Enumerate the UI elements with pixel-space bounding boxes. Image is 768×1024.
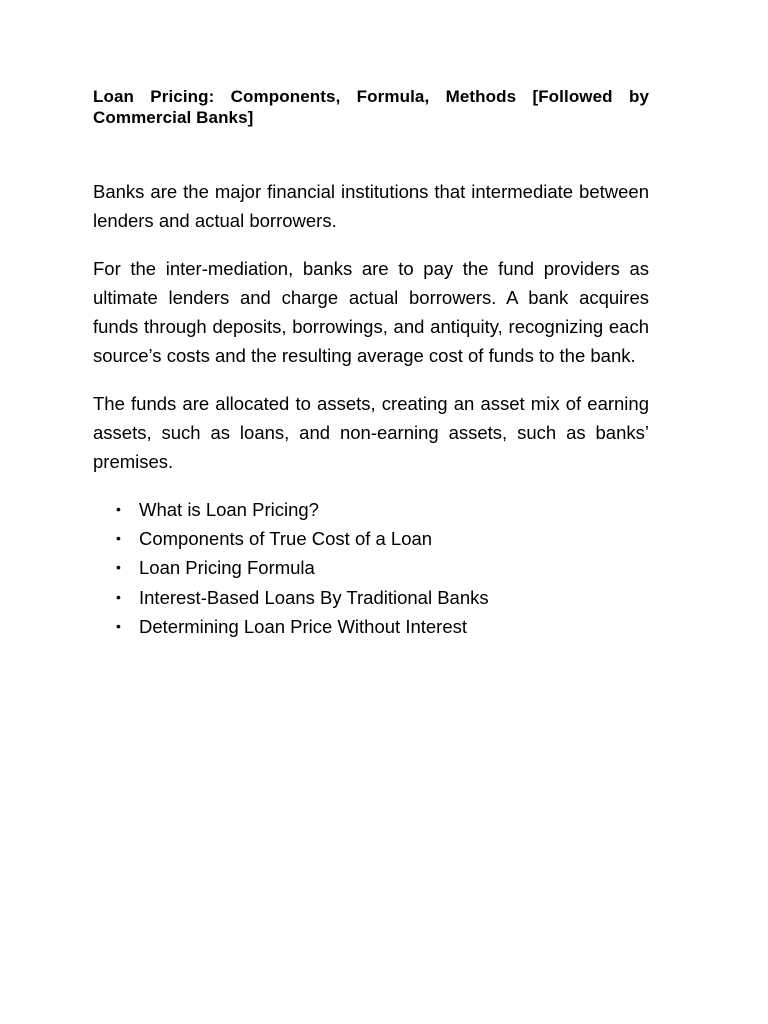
list-item-label: Components of True Cost of a Loan (139, 527, 433, 549)
contents-list (93, 495, 649, 641)
bullet-icon: • (116, 588, 121, 605)
bullet-icon: • (116, 617, 121, 634)
paragraph-funds-allocation: The funds are allocated to assets, creating an asset mix of earning assets, such as loans, and non-earning assets, such as banks’ premises. (93, 392, 649, 473)
list-item (93, 524, 649, 553)
list-item (93, 583, 649, 612)
paragraph-intro: Banks are the major financial institutions that intermediate between lenders and actual borrowers. (93, 181, 649, 232)
list-item-label: Determining Loan Price Without Interest (139, 615, 468, 637)
list-item-label: What is Loan Pricing? (139, 498, 319, 520)
bullet-icon: • (116, 529, 121, 546)
list-item (93, 495, 649, 524)
bullet-icon: • (116, 559, 121, 576)
list-item (93, 612, 649, 641)
paragraph-intermediation: For the inter-mediation, banks are to pay the fund providers as ultimate lenders and charge actual borrowers. A bank acquires funds through deposits, borrowings, and antiquity, recognizing each source’s costs and the resulting average cost of funds to the bank. (93, 257, 649, 367)
list-item-label: Loan Pricing Formula (139, 557, 315, 579)
list-item (93, 553, 649, 582)
list-item-label: Interest-Based Loans By Traditional Banks (139, 586, 489, 608)
bullet-icon: • (116, 500, 121, 517)
document-page (93, 86, 649, 641)
document-title: Loan Pricing: Components, Formula, Methods [Followed by Commercial Banks] (93, 87, 649, 127)
